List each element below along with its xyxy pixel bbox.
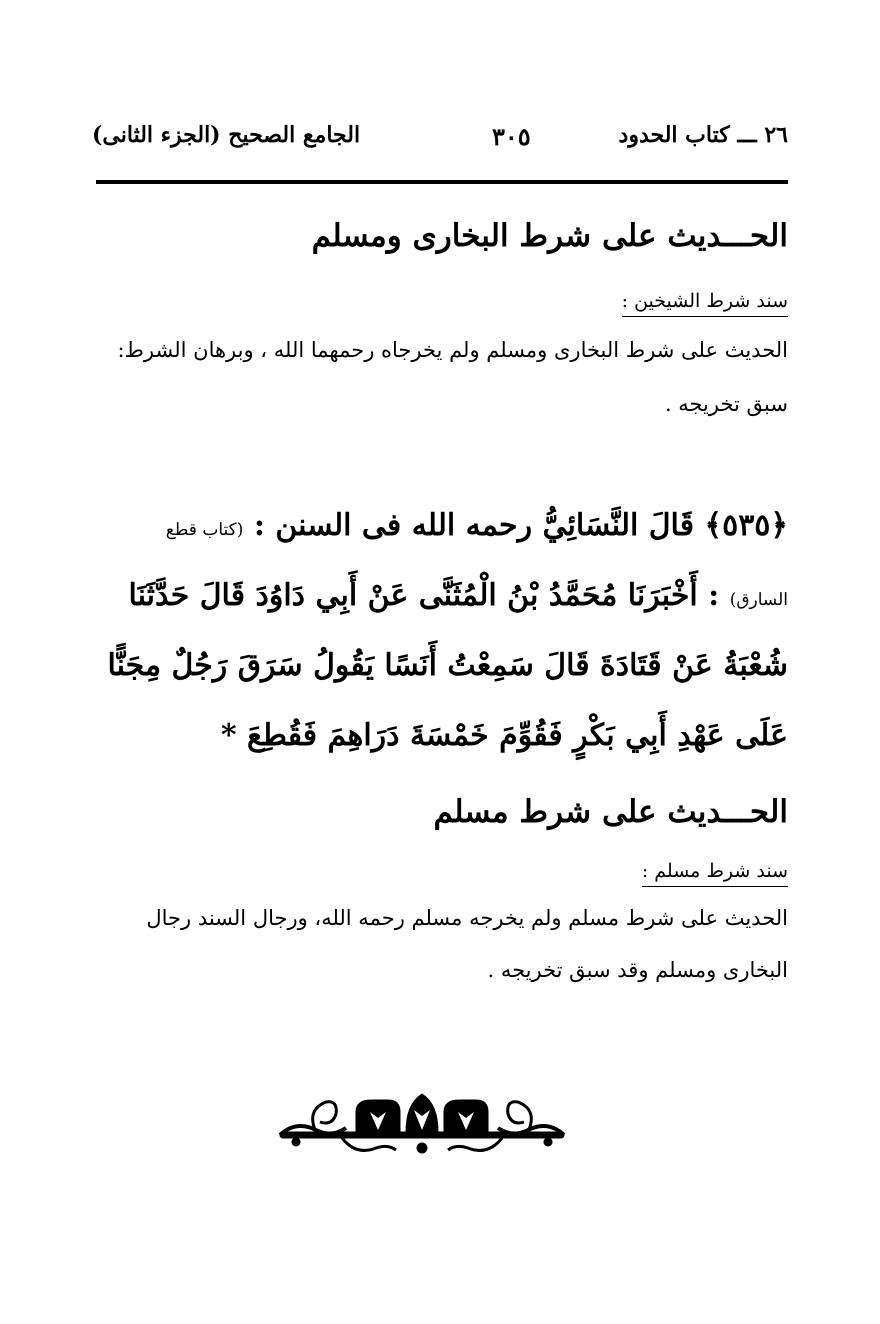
decorative-ornament-icon <box>276 1090 568 1160</box>
page-header <box>92 122 788 162</box>
section1-line-2: سبق تخريجه . <box>664 392 788 416</box>
hadith-source-part1: (كتاب قطع <box>165 520 244 540</box>
section1-heading: الحـــديث على شرط البخارى ومسلم <box>311 218 788 254</box>
book-title: الجامع الصحيح (الجزء الثانى) <box>92 122 361 148</box>
section2-line-2: البخارى ومسلم وقد سبق تخريجه . <box>487 958 788 982</box>
hadith-line-2 <box>128 578 788 613</box>
section2-subheading: سند شرط مسلم : <box>642 860 788 887</box>
section2-line-1: الحديث على شرط مسلم ولم يخرجه مسلم رحمه الله، ورجال السند رجال <box>146 906 788 930</box>
hadith-number: ﴿٥٣٥﴾ <box>704 508 788 543</box>
hadith-line-1-main: قَالَ النَّسَائِيُّ رحمه الله فى السنن : <box>253 508 695 543</box>
section2-subheading-wrap <box>642 860 788 887</box>
hadith-line-3: شُعْبَةُ عَنْ قَتَادَةَ قَالَ سَمِعْتُ أَنَسًا يَقُولُ سَرَقَ رَجُلٌ مِجَنًّا <box>107 648 788 683</box>
chapter-title: ٢٦ ـــ كتاب الحدود <box>618 122 788 148</box>
hadith-line-1 <box>166 508 788 543</box>
section1-subheading: سند شرط الشيخين : <box>622 290 788 317</box>
hadith-line-2-main: : أَخْبَرَنَا مُحَمَّدُ بْنُ الْمُثَنَّى عَنْ أَبِي دَاوُدَ قَالَ حَدَّثَنَا <box>128 578 720 613</box>
section1-line-1: الحديث على شرط البخارى ومسلم ولم يخرجاه رحمهما الله ، وبرهان الشرط: <box>117 338 788 362</box>
hadith-source-part2: السارق) <box>729 590 788 610</box>
section1-subheading-wrap <box>622 290 788 317</box>
hadith-line-4: عَلَى عَهْدِ أَبِي بَكْرٍ فَقُوِّمَ خَمْسَةَ دَرَاهِمَ فَقُطِعَ * <box>220 718 788 753</box>
section2-heading: الحـــديث على شرط مسلم <box>433 794 788 830</box>
page-number: ٣٠٥ <box>492 122 531 151</box>
header-rule <box>96 180 788 184</box>
